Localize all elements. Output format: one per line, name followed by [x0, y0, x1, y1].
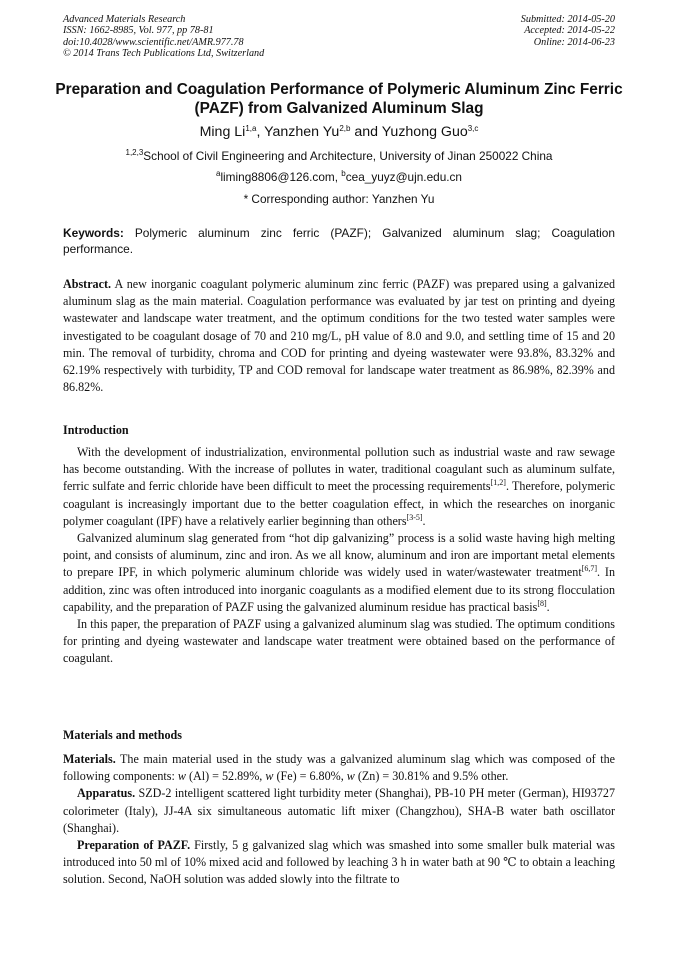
affiliation-mark: 1,2,3	[125, 148, 144, 157]
author-affiliation-mark: 1,a	[245, 124, 257, 133]
journal-name: Advanced Materials Research	[63, 14, 186, 25]
mass-fraction-symbol: w	[346, 769, 355, 784]
author-emails	[40, 170, 638, 184]
copyright: © 2014 Trans Tech Publications Ltd, Switzerland	[63, 47, 265, 59]
paragraph-text: With the development of industrialization, environmental pollution such as industrial waste and raw sewage has become outstanding. With the increase of pollutes in water, traditional coagulant such as aluminum sulfate, ferric sulfate and ferric chloride have been difficult to meet the processing requirements	[63, 445, 615, 494]
abstract	[63, 276, 615, 396]
issn: ISSN: 1662-8985, Vol. 977, pp 78-81	[63, 25, 214, 37]
paragraph-text: (Fe) = 6.80%,	[273, 769, 347, 784]
paragraph-text: The main material used in the study was a galvanized aluminum slag which was composed of the following components:	[63, 752, 615, 784]
author-name: Yanzhen Yu	[264, 124, 340, 140]
apparatus-text: SZD-2 intelligent scattered light turbidity meter (Shanghai), PB-10 PH meter (German), HI93727 colorimeter (Italy), JJ-4A six simultaneous automatic lift mixer (Changzhou), SHA-B water bath oscillator (Shanghai).	[63, 786, 615, 835]
section-heading-introduction: Introduction	[63, 423, 129, 437]
author-affiliation-mark: 3,c	[467, 124, 479, 133]
author-affiliation-mark: 2,b	[339, 124, 351, 133]
submitted-date: Submitted: 2014-05-20	[520, 14, 615, 25]
abstract-label: Abstract.	[63, 277, 112, 291]
author-conjunction: and	[350, 124, 382, 140]
paragraph	[63, 785, 615, 837]
paragraph-text: (Zn) = 30.81% and 9.5% other.	[354, 769, 509, 784]
keywords-label: Keywords:	[63, 226, 124, 240]
paragraph-text: . In addition, zinc was often introduced into inorganic coagulants as a modified element due to its strong flocculation capability, and the preparation of PAZF using the galvanized aluminum residue has practical basis	[63, 565, 615, 614]
paragraph	[63, 751, 615, 785]
citation: [1,2]	[490, 478, 506, 488]
citation: [6,7]	[581, 564, 598, 574]
section-heading-methods: Materials and methods	[63, 728, 182, 742]
doi: doi:10.4028/www.scientific.net/AMR.977.78	[63, 36, 244, 48]
preparation-text: Firstly, 5 g galvanized slag which was smashed into some smaller bulk material was introduced into 50 ml of 10% mixed acid and followed by leaching 3 h in water bath at 90 ℃ to obtain a leaching solution. Second, NaOH solution was added slowly into the filtrate to	[63, 838, 615, 887]
paper-title: Preparation and Coagulation Performance of Polymeric Aluminum Zinc Ferric (PAZF) from Galvanized Aluminum Slag	[55, 81, 623, 117]
abstract-text: A new inorganic coagulant polymeric aluminum zinc ferric (PAZF) was prepared using a galvanized aluminum slag as the main material. Coagulation performance was evaluated by jar test on printing and dyeing wastewater and landscape water treatment, and the optimum conditions for the two tested water samples were investigated to be coagulant dosage of 70 and 210 mg/L, pH value of 8.0 and 9.0, and settling time of 15 and 20 min. The removal of turbidity, chroma and COD for printing and dyeing wastewater were 93.8%, 83.32% and 62.19% respectively with turbidity, TP and COD removal for landscape water treatment as 86.98%, 82.39% and 86.82%.	[63, 277, 615, 395]
accepted-date: Accepted: 2014-05-22	[524, 25, 615, 37]
paragraph-text: Galvanized aluminum slag generated from “hot dip galvanizing” process is a solid waste having high melting point, and consists of aluminum, zinc and iron. As we all know, aluminum and iron are important metal elements to prepare IPF, in which polymeric aluminum chloride was widely used in water/wastewater treatment	[63, 531, 615, 580]
author-name: Yuzhong Guo	[381, 124, 468, 140]
keywords	[63, 226, 615, 257]
materials-label: Materials.	[63, 752, 116, 766]
affiliation	[40, 149, 638, 163]
dates-info	[521, 14, 615, 48]
author-list	[40, 124, 638, 141]
introduction-body	[63, 444, 615, 668]
paragraph	[63, 837, 615, 889]
mass-fraction-symbol: w	[265, 769, 274, 784]
email-address: cea_yuyz@ujn.edu.cn	[345, 170, 462, 184]
paragraph	[63, 444, 615, 530]
page-header	[63, 14, 615, 66]
paragraph-text: .	[422, 513, 426, 528]
paragraph-text: (Al) = 52.89%,	[185, 769, 266, 784]
apparatus-label: Apparatus.	[77, 786, 136, 801]
citation: [3-5]	[406, 512, 423, 522]
email-mark: a	[215, 169, 221, 178]
paragraph	[63, 530, 615, 616]
keywords-text: Polymeric aluminum zinc ferric (PAZF); Galvanized aluminum slag; Coagulation performance.	[63, 226, 615, 256]
author-separator: ,	[256, 124, 265, 140]
email-separator: ,	[334, 170, 342, 184]
citation: [8]	[537, 598, 547, 608]
author-name: Ming Li	[199, 124, 246, 140]
methods-body	[63, 751, 615, 889]
paragraph-text: .	[546, 599, 550, 614]
paragraph-text: . Therefore, polymeric coagulant is increasingly important due to the better coagulation effect, in which the researches on inorganic polymer coagulant (IPF) have a relatively earlier beginning than others	[63, 479, 615, 528]
email-mark: b	[341, 169, 346, 178]
corresponding-author: * Corresponding author: Yanzhen Yu	[243, 192, 435, 206]
journal-info	[63, 14, 264, 59]
preparation-label: Preparation of PAZF.	[77, 838, 191, 853]
email-address: liming8806@126.com	[220, 170, 335, 184]
paragraph: In this paper, the preparation of PAZF using a galvanized aluminum slag was studied. The optimum conditions for printing and dyeing wastewater and landscape water treatment were obtained based on the performance of coagulant.	[63, 617, 615, 666]
mass-fraction-symbol: w	[177, 769, 186, 784]
online-date: Online: 2014-06-23	[533, 36, 615, 48]
affiliation-text: School of Civil Engineering and Architecture, University of Jinan 250022 China	[143, 149, 553, 163]
